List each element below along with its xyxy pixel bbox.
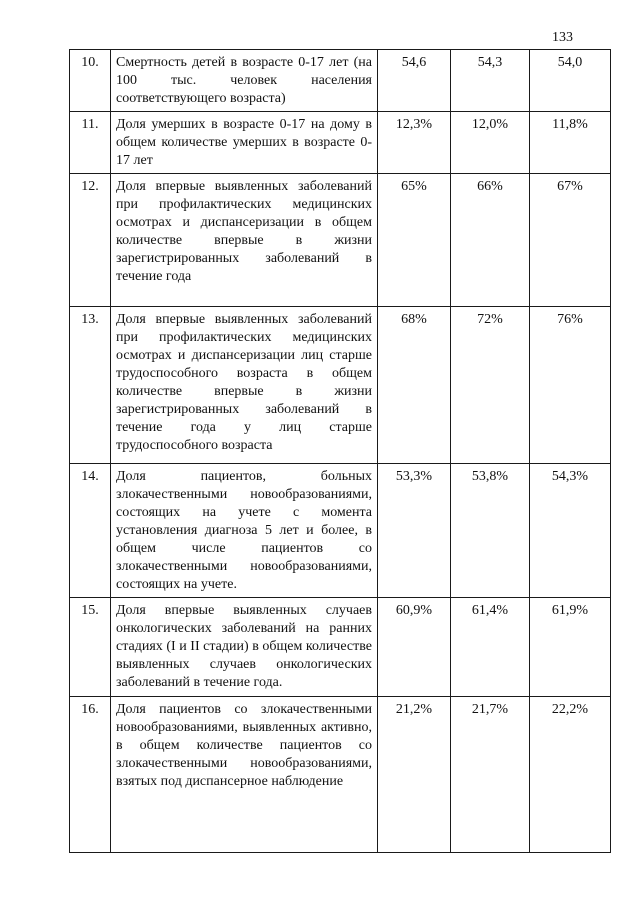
row-number: 16. (70, 697, 111, 853)
table-row (70, 697, 611, 853)
value-year-3: 22,2% (530, 697, 611, 853)
indicator-name: Доля пациентов, больных злокачественными новообразованиями, состоящих на учете с момента установления диагноза 5 лет и более, в общем числе пациентов со злокачественными новообразованиями, состоящих на учете. (111, 464, 378, 598)
row-number: 13. (70, 307, 111, 464)
indicator-name: Смертность детей в возрасте 0-17 лет (на 100 тыс. человек населения соответствующего возраста) (111, 50, 378, 112)
row-number: 14. (70, 464, 111, 598)
row-number: 15. (70, 598, 111, 697)
indicators-table (69, 49, 611, 853)
value-year-1: 53,3% (378, 464, 451, 598)
table-row (70, 174, 611, 307)
value-year-1: 12,3% (378, 112, 451, 174)
row-number: 12. (70, 174, 111, 307)
value-year-3: 76% (530, 307, 611, 464)
value-year-2: 61,4% (451, 598, 530, 697)
indicator-name: Доля умерших в возрасте 0-17 на дому в общем количестве умерших в возрасте 0-17 лет (111, 112, 378, 174)
value-year-3: 67% (530, 174, 611, 307)
value-year-2: 53,8% (451, 464, 530, 598)
value-year-2: 72% (451, 307, 530, 464)
value-year-2: 21,7% (451, 697, 530, 853)
row-number: 11. (70, 112, 111, 174)
value-year-2: 66% (451, 174, 530, 307)
value-year-3: 54,0 (530, 50, 611, 112)
value-year-3: 54,3% (530, 464, 611, 598)
page-number: 133 (552, 30, 573, 45)
table-row (70, 50, 611, 112)
indicator-name: Доля впервые выявленных заболеваний при профилактических медицинских осмотрах и диспансеризации в общем количестве впервые в жизни зарегистрированных заболеваний в течение года (111, 174, 378, 307)
value-year-1: 60,9% (378, 598, 451, 697)
value-year-2: 12,0% (451, 112, 530, 174)
table-row (70, 112, 611, 174)
table-row (70, 307, 611, 464)
table-row (70, 464, 611, 598)
value-year-1: 68% (378, 307, 451, 464)
value-year-1: 54,6 (378, 50, 451, 112)
indicator-name: Доля пациентов со злокачественными новообразованиями, выявленных активно, в общем количестве пациентов со злокачественными новообразованиями, взятых под диспансерное наблюдение (111, 697, 378, 853)
indicator-name: Доля впервые выявленных случаев онкологических заболеваний на ранних стадиях (I и II стадии) в общем количестве выявленных случаев онкологических заболеваний в течение года. (111, 598, 378, 697)
row-number: 10. (70, 50, 111, 112)
value-year-3: 61,9% (530, 598, 611, 697)
value-year-1: 65% (378, 174, 451, 307)
indicator-name: Доля впервые выявленных заболеваний при профилактических медицинских осмотрах и диспансеризации лиц старше трудоспособного возраста в общем количестве впервые в жизни зарегистрированных заболеваний в течение года у лиц старше трудоспособного возраста (111, 307, 378, 464)
value-year-3: 11,8% (530, 112, 611, 174)
value-year-2: 54,3 (451, 50, 530, 112)
value-year-1: 21,2% (378, 697, 451, 853)
table-row (70, 598, 611, 697)
